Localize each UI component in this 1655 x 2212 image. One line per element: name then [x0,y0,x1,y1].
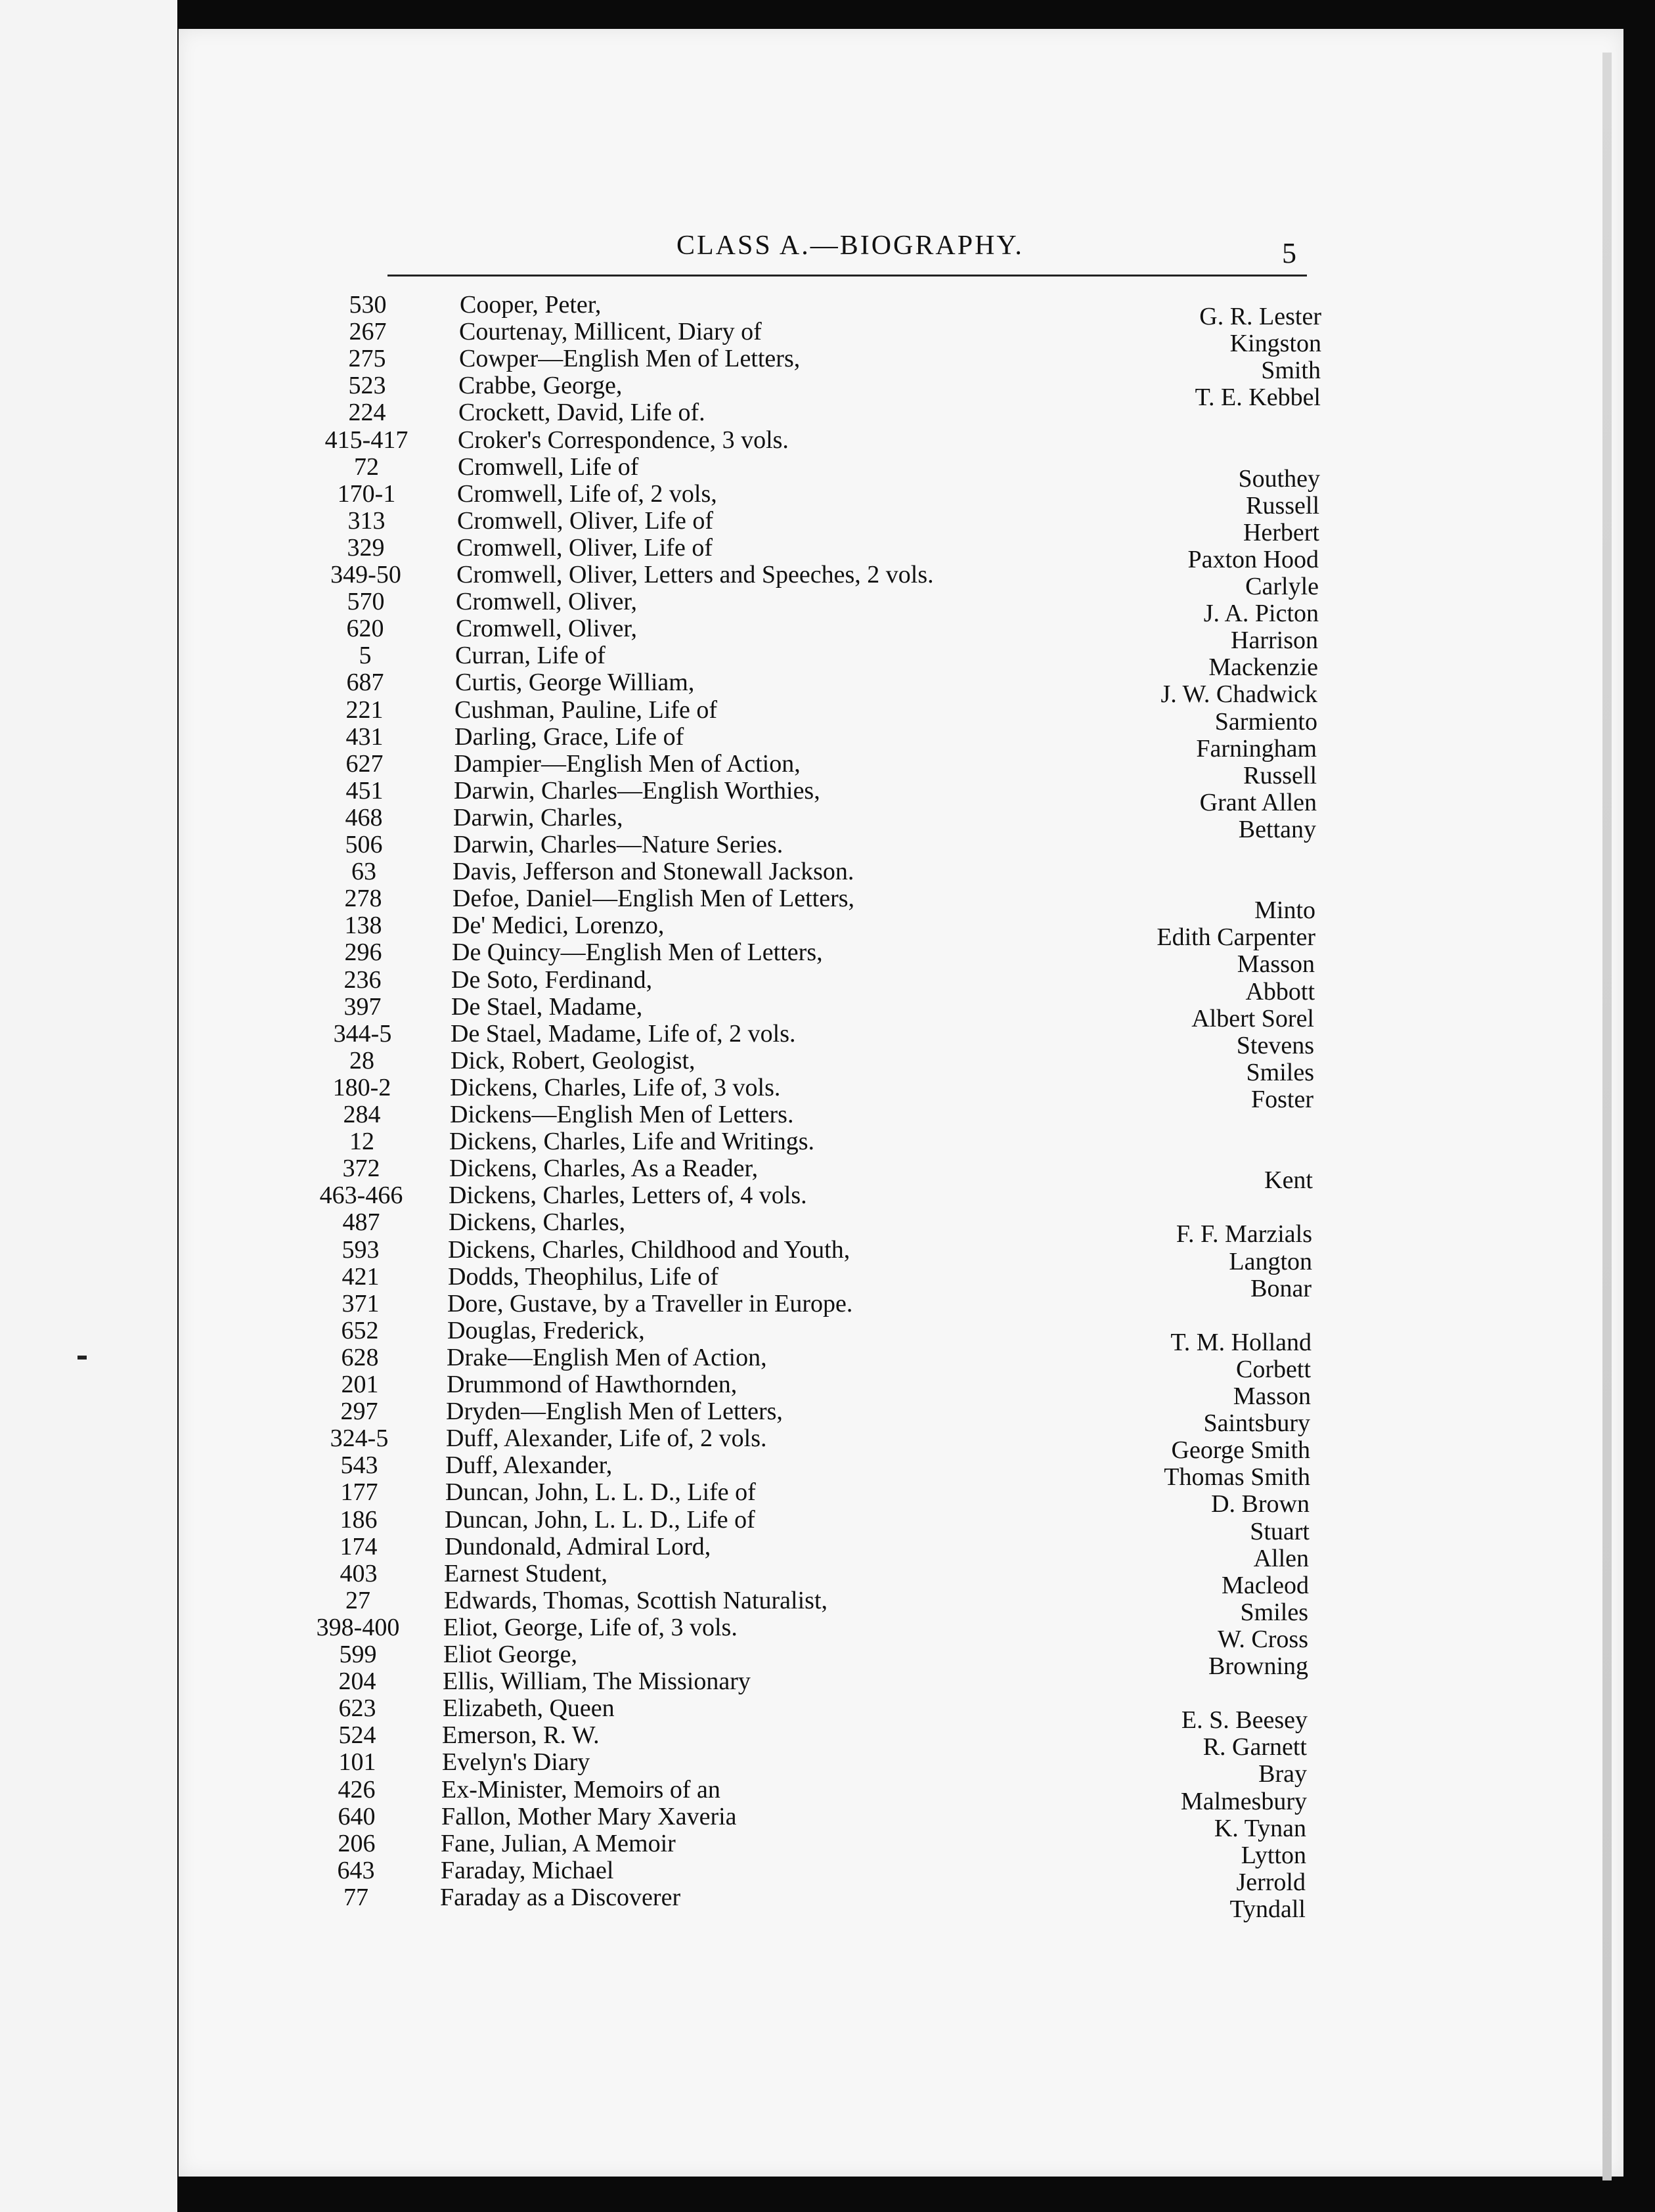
catalogue-entry [0,1262,1655,1302]
catalogue-entry [0,453,1655,493]
entry-author: Russell [1243,761,1317,789]
entry-author: W. Cross [1218,1625,1308,1653]
entry-number: 426 [338,1775,376,1803]
catalogue-entry [0,1559,1655,1599]
entry-author: Sarmiento [1214,707,1317,736]
catalogue-entry [0,1883,1655,1923]
entry-number: 398-400 [316,1613,400,1641]
entry-title: De Soto, Ferdinand, [451,965,653,994]
entry-author: Masson [1237,950,1315,979]
entry-author: T. M. Holland [1170,1328,1312,1356]
entry-author: Edith Carpenter [1157,923,1315,952]
entry-author: Mackenzie [1208,653,1318,682]
entry-number: 403 [340,1559,378,1587]
catalogue-entry [0,1397,1655,1438]
catalogue-entry [0,1316,1655,1356]
entry-title: Earnest Student, [444,1559,608,1587]
entry-author: Bettany [1238,815,1316,843]
entry-author: Jerrold [1236,1868,1306,1896]
entry-title: Curtis, George William, [455,669,695,697]
entry-number: 138 [344,912,382,940]
entry-title: Darwin, Charles—English Worthies, [454,776,820,805]
catalogue-entry [0,776,1655,816]
entry-title: Defoe, Daniel—English Men of Letters, [452,885,855,913]
catalogue-entry [0,533,1655,573]
catalogue-entry [0,1856,1655,1896]
entry-number: 570 [347,588,385,616]
entry-title: Cromwell, Oliver, Letters and Speeches, 2 vols. [456,561,934,588]
catalogue-entry [0,1505,1655,1545]
entry-number: 530 [349,291,387,319]
entry-author: Lytton [1241,1841,1306,1869]
entry-title: De Stael, Madame, Life of, 2 vols. [451,1019,796,1048]
entry-author: Abbott [1245,977,1315,1006]
catalogue-entry [0,749,1655,789]
entry-author: J. A. Picton [1203,600,1319,628]
catalogue-entry [0,1154,1655,1195]
entry-title: Cromwell, Life of [458,453,639,481]
entry-author: Smith [1261,357,1321,385]
entry-number: 206 [338,1829,376,1857]
entry-title: Dore, Gustave, by a Traveller in Europe. [447,1289,853,1317]
entry-number: 186 [340,1505,378,1534]
catalogue-entry [0,722,1655,763]
catalogue-entry [0,641,1655,682]
entry-title: Courtenay, Millicent, Diary of [459,318,762,346]
entry-title: Dickens—English Men of Letters. [450,1101,794,1128]
entry-number: 468 [345,803,383,831]
entry-title: Curran, Life of [455,642,606,670]
entry-author: George Smith [1171,1436,1310,1465]
entry-author: Macleod [1222,1571,1309,1599]
entry-number: 27 [345,1586,370,1614]
catalogue-entry [0,587,1655,628]
catalogue-entry [0,1424,1655,1465]
entry-author: Harrison [1231,627,1318,655]
entry-title: Darwin, Charles—Nature Series. [453,831,783,858]
catalogue-entry [0,1370,1655,1410]
entry-number: 421 [342,1262,380,1291]
catalogue-entry [0,965,1655,1006]
entry-number: 543 [340,1451,378,1480]
entry-author: G. R. Lester [1199,303,1321,330]
entry-author: Farningham [1196,734,1317,763]
entry-author: Kingston [1229,330,1321,358]
catalogue-entry [0,1613,1655,1653]
entry-title: Emerson, R. W. [442,1721,600,1750]
entry-author: Southey [1238,464,1320,493]
entry-title: Dickens, Charles, Life of, 3 vols. [450,1073,781,1101]
entry-number: 174 [340,1532,378,1560]
entry-author: Herbert [1243,518,1319,546]
entry-title: Edwards, Thomas, Scottish Naturalist, [444,1586,828,1614]
catalogue-entry [0,1100,1655,1129]
entry-number: 431 [345,722,384,751]
catalogue-entry [0,1208,1655,1249]
entry-title: Eliot George, [443,1641,578,1668]
entry-number: 415-417 [324,426,408,454]
entry-number: 349-50 [330,561,401,588]
entry-title: Cushman, Pauline, Life of [454,696,717,724]
entry-number: 329 [347,533,385,562]
entry-author: R. Garnett [1203,1733,1307,1761]
entry-number: 5 [359,642,372,670]
entry-number: 12 [349,1128,374,1156]
entry-title: Duff, Alexander, [445,1451,613,1480]
catalogue-entry [0,1829,1655,1869]
entry-number: 72 [354,453,379,481]
entry-title: Ellis, William, The Missionary [443,1668,751,1696]
entry-title: Dickens, Charles, Life and Writings. [449,1128,815,1156]
entry-author: Allen [1253,1544,1309,1572]
entry-title: Cromwell, Oliver, Life of [456,533,713,562]
entry-title: Dickens, Charles, As a Reader, [449,1155,759,1183]
catalogue-entry [0,506,1655,546]
catalogue-entry [0,1694,1655,1735]
catalogue-entry [0,830,1655,859]
entry-title: Duncan, John, L. L. D., Life of [445,1478,756,1507]
entry-number: 177 [340,1478,378,1507]
entry-number: 524 [338,1721,376,1750]
entry-title: Cromwell, Life of, 2 vols, [457,479,717,508]
entry-title: Dickens, Charles, [449,1208,626,1237]
running-header: CLASS A.—BIOGRAPHY. [676,231,1024,261]
entry-title: Cromwell, Oliver, Life of [457,506,713,535]
entry-title: Duncan, John, L. L. D., Life of [445,1505,755,1534]
catalogue-entry [0,668,1655,709]
entry-number: 640 [338,1802,376,1830]
entry-author: K. Tynan [1214,1814,1306,1842]
entry-title: Croker's Correspondence, 3 vols. [458,426,789,454]
catalogue-entry [0,696,1655,736]
entry-author: Tyndall [1229,1895,1306,1923]
catalogue-entry [0,911,1655,952]
catalogue-entry [0,1127,1655,1156]
entry-author: Russell [1246,491,1319,520]
entry-title: Elizabeth, Queen [443,1694,615,1723]
catalogue-entry [0,479,1655,520]
entry-title: Cowper—English Men of Letters, [459,345,801,373]
entry-number: 652 [341,1316,379,1344]
entry-number: 620 [346,615,384,643]
catalogue-entry [0,1073,1655,1113]
catalogue-entry [0,803,1655,843]
catalogue-entry [0,1775,1655,1815]
entry-number: 267 [349,318,387,346]
catalogue-entry [0,857,1655,886]
entry-number: 170-1 [337,479,396,508]
entry-title: Ex-Minister, Memoirs of an [441,1775,720,1803]
entry-title: Fane, Julian, A Memoir [441,1829,676,1857]
entry-author: Masson [1233,1382,1311,1410]
catalogue-entry [0,1532,1655,1572]
entry-author: Kent [1264,1166,1313,1195]
entry-author: Smiles [1246,1058,1314,1086]
entry-number: 63 [351,858,376,886]
catalogue-entry [0,1019,1655,1059]
entry-author: Corbett [1236,1355,1311,1383]
entry-title: De' Medici, Lorenzo, [452,912,665,940]
catalogue-entry [0,1289,1655,1318]
catalogue-entry [0,1667,1655,1696]
entry-title: Evelyn's Diary [442,1748,590,1777]
entry-number: 324-5 [330,1425,389,1453]
entry-title: Darwin, Charles, [453,803,623,831]
entry-number: 463-466 [319,1182,403,1210]
entry-title: Darling, Grace, Life of [454,722,684,751]
entry-number: 487 [342,1208,380,1237]
catalogue-entry [0,560,1655,600]
catalogue-entry [0,1046,1655,1086]
catalogue-entry [0,614,1655,655]
entry-author: Stuart [1250,1517,1310,1545]
entry-number: 224 [348,399,386,427]
catalogue-entry [0,1721,1655,1761]
entry-number: 523 [348,372,386,400]
entry-number: 372 [342,1155,380,1183]
catalogue-entry [0,1640,1655,1680]
entry-number: 275 [348,345,386,373]
entry-title: Dickens, Charles, Letters of, 4 vols. [449,1182,807,1210]
entry-title: Cooper, Peter, [460,291,602,319]
entry-author: T. E. Kebbel [1195,384,1321,412]
entry-number: 278 [344,885,382,913]
entry-number: 451 [345,776,384,805]
entry-title: De Stael, Madame, [451,992,643,1021]
entry-author: Carlyle [1245,573,1319,600]
entry-title: Faraday as a Discoverer [440,1883,681,1911]
entry-number: 77 [343,1883,368,1911]
entry-title: Cromwell, Oliver, [456,588,638,616]
entry-author: Browning [1208,1652,1308,1680]
entry-title: Eliot, George, Life of, 3 vols. [443,1613,738,1641]
entry-title: Crockett, David, Life of. [458,399,705,427]
entry-title: De Quincy—English Men of Letters, [452,939,823,967]
catalogue-entry [0,1451,1655,1492]
entry-title: Dodds, Theophilus, Life of [448,1262,718,1291]
catalogue-entry [0,938,1655,979]
entry-author: Minto [1254,896,1315,925]
catalogue-entry [0,1478,1655,1518]
entry-title: Duff, Alexander, Life of, 2 vols. [446,1425,767,1453]
entry-title: Dundonald, Admiral Lord, [445,1532,711,1560]
entry-title: Drake—English Men of Action, [447,1343,767,1371]
entry-author: Smiles [1240,1598,1308,1626]
page-number: 5 [1282,237,1296,269]
entry-title: Fallon, Mother Mary Xaveria [441,1802,737,1830]
entry-number: 28 [349,1046,374,1074]
entry-number: 687 [346,669,384,697]
entry-title: Crabbe, George, [458,372,623,400]
entry-author: Langton [1229,1247,1312,1275]
entry-author: F. F. Marzials [1176,1220,1312,1249]
catalogue-entry [0,317,1655,358]
entry-author: Malmesbury [1180,1787,1307,1815]
entry-author: Saintsbury [1203,1409,1310,1438]
entry-number: 627 [345,749,384,778]
catalogue-entry [0,1748,1655,1788]
entry-author: D. Brown [1211,1490,1310,1518]
catalogue-entry [0,884,1655,925]
entry-author: Bray [1258,1760,1307,1788]
entry-number: 628 [341,1343,379,1371]
entry-author: Thomas Smith [1164,1463,1310,1492]
entry-title: Dampier—English Men of Action, [454,749,801,778]
entry-number: 221 [345,696,384,724]
entry-number: 593 [342,1235,380,1264]
catalogue-entry [0,426,1655,454]
entry-number: 397 [343,992,382,1021]
entry-number: 236 [343,965,382,994]
entry-title: Faraday, Michael [441,1856,614,1884]
entry-author: J. W. Chadwick [1160,680,1317,709]
catalogue-entry [0,1343,1655,1383]
entry-number: 313 [347,506,386,535]
entry-title: Dickens, Charles, Childhood and Youth, [448,1235,850,1264]
entry-title: Cromwell, Oliver, [456,615,638,643]
catalogue-entry [0,992,1655,1032]
entry-number: 599 [339,1641,377,1668]
entry-author: E. S. Beesey [1181,1706,1308,1735]
entry-title: Dryden—English Men of Letters, [446,1398,783,1426]
entry-number: 623 [338,1694,376,1723]
entry-number: 201 [341,1371,379,1398]
catalogue-entry [0,344,1655,385]
entry-number: 296 [344,939,382,967]
entry-number: 344-5 [333,1019,392,1048]
entry-number: 297 [340,1398,378,1426]
entry-number: 284 [343,1101,381,1128]
entry-number: 180-2 [332,1073,391,1101]
entry-number: 204 [338,1668,376,1696]
entry-title: Davis, Jefferson and Stonewall Jackson. [452,858,854,886]
catalogue-entry [0,290,1655,330]
catalogue-entry [0,1235,1655,1275]
entry-author: Foster [1251,1085,1313,1113]
entry-number: 371 [342,1289,380,1317]
catalogue-entry [0,1181,1655,1210]
entry-author: Bonar [1250,1274,1312,1302]
entry-author: Albert Sorel [1191,1004,1314,1032]
catalogue-entry [0,1802,1655,1842]
entry-title: Douglas, Frederick, [447,1316,645,1344]
entry-author: Grant Allen [1199,788,1317,816]
catalogue-entry [0,1586,1655,1626]
entry-title: Drummond of Hawthornden, [447,1371,738,1398]
entry-number: 506 [345,831,383,858]
entry-number: 101 [338,1748,376,1777]
entry-author: Stevens [1236,1031,1314,1059]
catalogue-entry [0,371,1655,412]
catalogue-entry [0,398,1655,427]
entry-title: Dick, Robert, Geologist, [451,1046,695,1074]
entry-author: Paxton Hood [1187,545,1319,573]
entry-number: 643 [337,1856,375,1884]
